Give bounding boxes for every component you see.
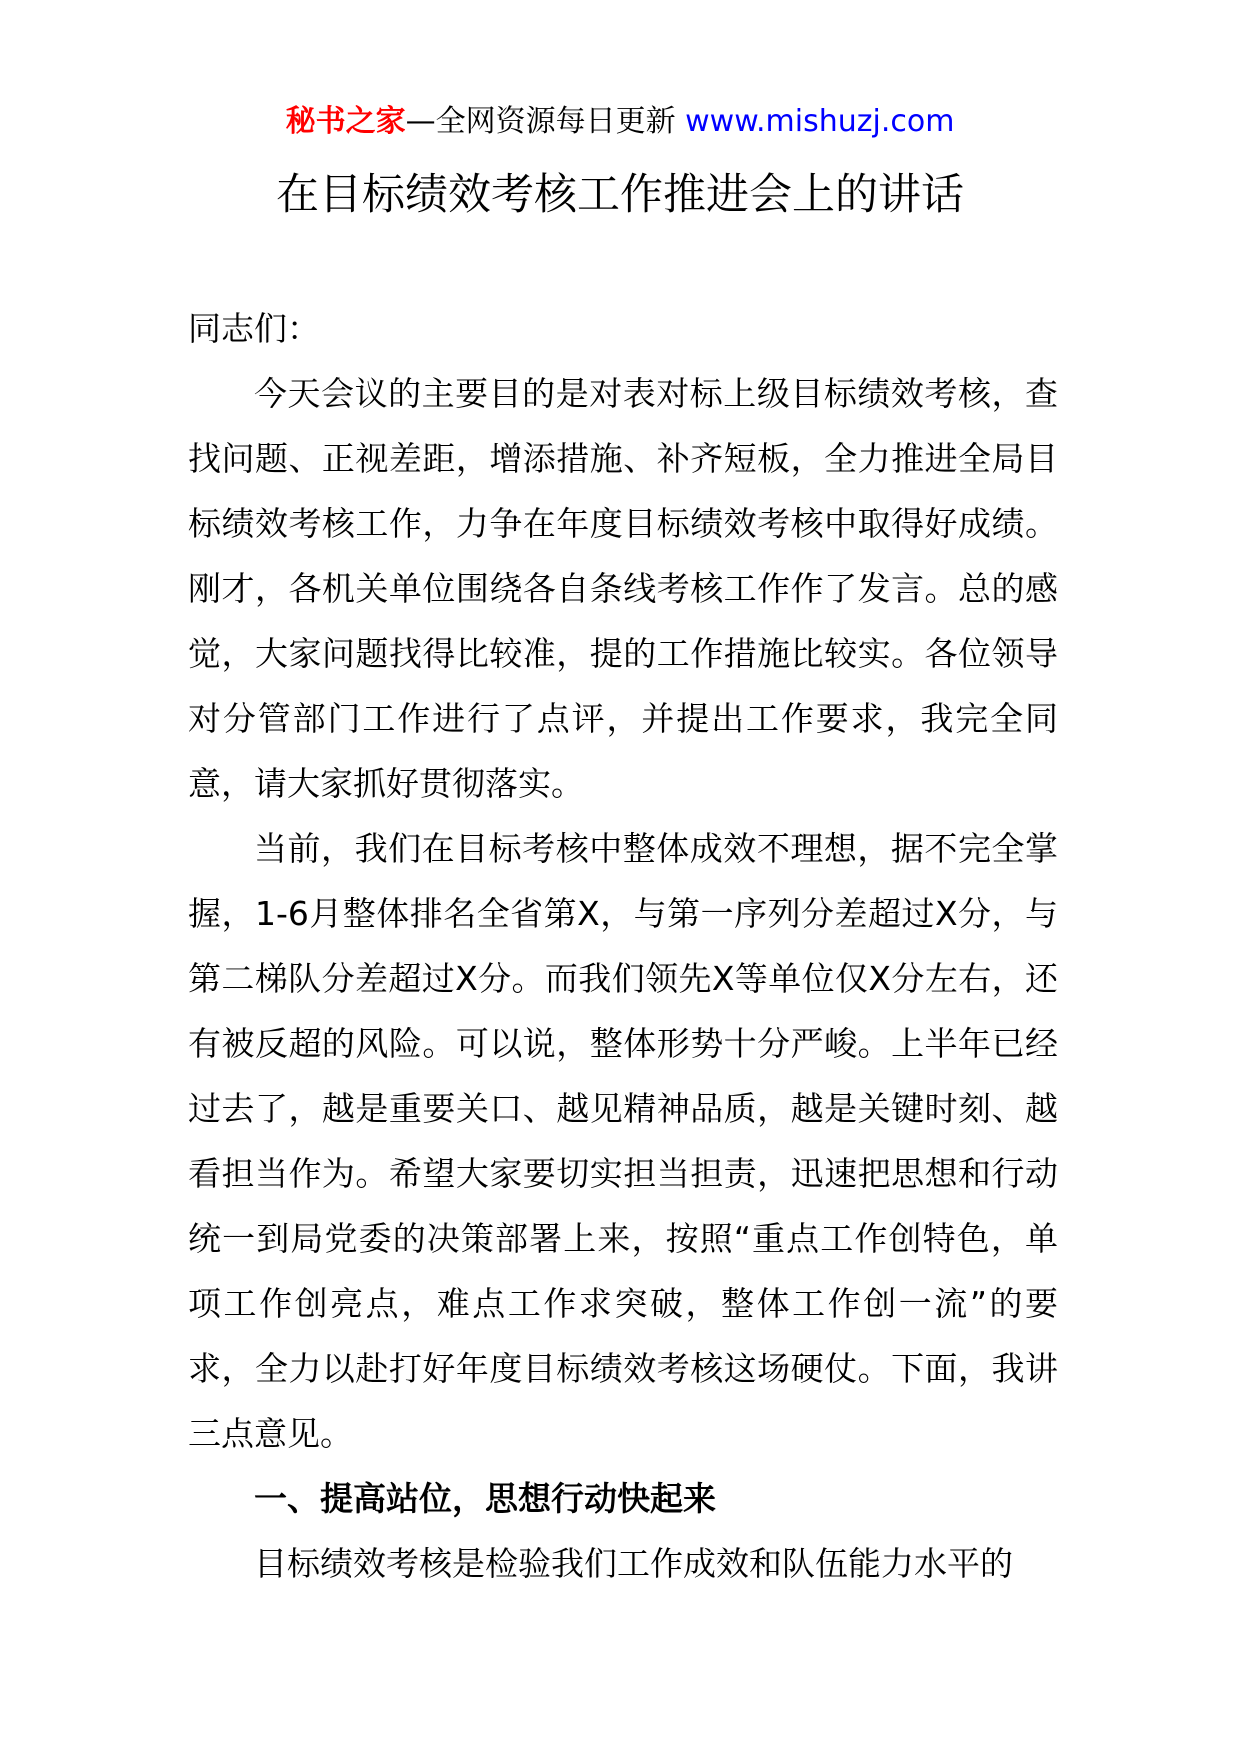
section-heading: 一、提高站位，思想行动快起来 — [254, 1479, 716, 1518]
site-header — [0, 100, 1240, 144]
section-paragraph: 目标绩效考核是检验我们工作成效和队伍能力水平的 — [254, 1544, 1013, 1583]
paragraph-1: 今天会议的主要目的是对表对标上级目标绩效考核，查找问题、正视差距，增添措施、补齐短板，全力推进全局目标绩效考核工作，力争在年度目标绩效考核中取得好成绩。刚才，各机关单位围绕各自条线考核工作作了发言。总的感觉，大家问题找得比较准，提的工作措施比较实。各位领导对分管部门工作进行了点评，并提出工作要求，我完全同意，请大家抓好贯彻落实。 — [188, 374, 1058, 803]
paragraph-2: 当前，我们在目标考核中整体成效不理想，据不完全掌握，1-6月整体排名全省第X，与第一序列分差超过X分，与第二梯队分差超过X分。而我们领先X等单位仅X分左右，还有被反超的风险。可以说，整体形势十分严峻。上半年已经过去了，越是重要关口、越见精神品质，越是关键时刻、越看担当作为。希望大家要切实担当担责，迅速把思想和行动统一到局党委的决策部署上来，按照“重点工作创特色，单项工作创亮点，难点工作求突破，整体工作创一流”的要求，全力以赴打好年度目标绩效考核这场硬仗。下面，我讲三点意见。 — [188, 829, 1058, 1453]
site-brand: 秘书之家 — [285, 104, 406, 139]
document-title: 在目标绩效考核工作推进会上的讲话 — [276, 170, 964, 220]
salutation: 同志们： — [188, 309, 320, 348]
document-body — [188, 296, 1058, 1596]
site-tagline: —全网资源每日更新 — [405, 104, 686, 139]
site-url-link[interactable]: www.mishuzj.com — [685, 104, 955, 139]
